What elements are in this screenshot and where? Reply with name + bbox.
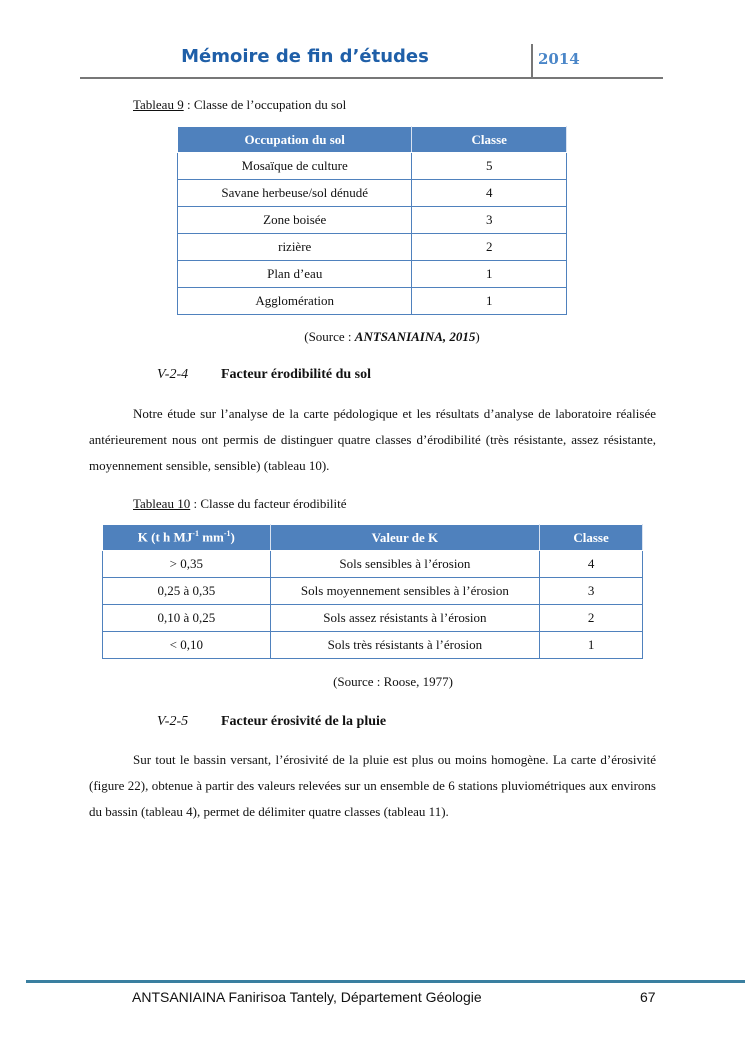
- table9-header-occupation: Occupation du sol: [178, 127, 412, 153]
- section-v24-number: V-2-4: [157, 367, 189, 382]
- table9-caption-text: : Classe de l’occupation du sol: [183, 97, 347, 112]
- table-cell: 3: [412, 207, 567, 234]
- table-cell: 1: [412, 288, 567, 315]
- table-cell: 0,25 à 0,35: [103, 578, 271, 605]
- table-row: [103, 551, 643, 578]
- table10-header-classe: Classe: [540, 525, 643, 551]
- table-cell: 1: [540, 632, 643, 659]
- table-cell: 4: [540, 551, 643, 578]
- table10-header-valeur: Valeur de K: [270, 525, 540, 551]
- table-cell: < 0,10: [103, 632, 271, 659]
- table9-header-classe: Classe: [412, 127, 567, 153]
- table-cell: Plan d’eau: [178, 261, 412, 288]
- table10-source: (Source : Roose, 1977): [333, 674, 453, 689]
- table-cell: > 0,35: [103, 551, 271, 578]
- table10-caption-label: Tableau 10: [133, 496, 191, 511]
- footer-rule: [26, 980, 745, 983]
- section-v25-number: V-2-5: [157, 714, 189, 729]
- table-cell: 1: [412, 261, 567, 288]
- table9-source: [177, 329, 607, 345]
- table9-source-author: ANTSANIAINA, 2015: [354, 329, 476, 344]
- table-cell: 3: [540, 578, 643, 605]
- paragraph-erosivite: Sur tout le bassin versant, l’érosivité de la pluie est plus ou moins homogène. La carte d’érosivité (figure 22), obtenue à partir des valeurs relevées sur un ensemble de 6 stations pluviométriques aux environs du bassin (tableau 4), permet de délimiter quatre classes (tableau 11).: [89, 752, 656, 819]
- table10-header-k-mid: mm: [198, 529, 224, 545]
- table9-header-row: [178, 127, 567, 153]
- table9-source-suffix: ): [475, 329, 480, 344]
- header-title: Mémoire de fin d’études: [181, 46, 429, 67]
- table10-header-k-base: K (t h MJ: [137, 529, 193, 545]
- paragraph-erodibilite: Notre étude sur l’analyse de la carte pédologique et les résultats d’analyse de laboratoire réalisée antérieurement nous ont permis de distinguer quatre classes d’érodibilité (très résistante, assez résistante, moyennement sensible, sensible) (tableau 10).: [89, 406, 656, 473]
- table-cell: rizière: [178, 234, 412, 261]
- table-cell: 2: [412, 234, 567, 261]
- table10-header-k-sup1: -1: [192, 529, 199, 539]
- table-cell: Savane herbeuse/sol dénudé: [178, 180, 412, 207]
- table-row: [178, 153, 567, 180]
- table-cell: 0,10 à 0,25: [103, 605, 271, 632]
- section-v24-title: Facteur érodibilité du sol: [221, 367, 371, 382]
- table10-header-k: [103, 525, 271, 551]
- table-row: [178, 234, 567, 261]
- table10: [102, 524, 643, 659]
- table9-source-prefix: (Source :: [304, 329, 355, 344]
- section-v25-title: Facteur érosivité de la pluie: [221, 714, 387, 729]
- table10-header-k-end: ): [230, 529, 235, 545]
- table-cell: Zone boisée: [178, 207, 412, 234]
- header-rule: [80, 77, 663, 79]
- table-cell: Sols assez résistants à l’érosion: [270, 605, 540, 632]
- table9-caption-label: Tableau 9: [133, 97, 184, 112]
- table-row: [103, 632, 643, 659]
- table-cell: Sols très résistants à l’érosion: [270, 632, 540, 659]
- table-row: [103, 605, 643, 632]
- table-cell: Sols sensibles à l’érosion: [270, 551, 540, 578]
- table-row: [178, 180, 567, 207]
- table-cell: 5: [412, 153, 567, 180]
- header-divider: [531, 44, 533, 78]
- table10-caption-text: : Classe du facteur érodibilité: [190, 496, 347, 511]
- table-row: [178, 261, 567, 288]
- table9-caption: [133, 97, 346, 113]
- section-v25-heading: [157, 714, 386, 730]
- table-row: [178, 207, 567, 234]
- section-v24-heading: [157, 367, 371, 383]
- table10-caption: [133, 496, 347, 512]
- table10-header-row: [103, 525, 643, 551]
- table10-header-k-sup2: -1: [223, 529, 231, 539]
- table-cell: 2: [540, 605, 643, 632]
- table-cell: Agglomération: [178, 288, 412, 315]
- footer-author: ANTSANIAINA Fanirisoa Tantely, Département Géologie: [132, 989, 482, 1005]
- table-cell: 4: [412, 180, 567, 207]
- table9: [177, 126, 567, 315]
- table-row: [103, 578, 643, 605]
- table-cell: Mosaïque de culture: [178, 153, 412, 180]
- table-cell: Sols moyennement sensibles à l’érosion: [270, 578, 540, 605]
- table-row: [178, 288, 567, 315]
- page-number: 67: [640, 989, 656, 1005]
- header-year: 2014: [538, 50, 580, 68]
